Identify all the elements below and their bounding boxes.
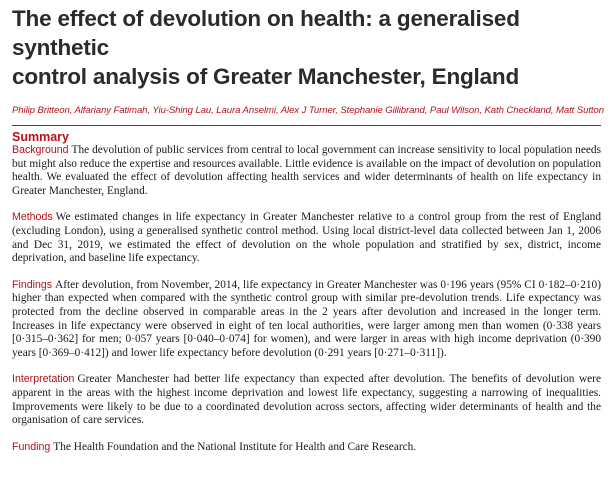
title-line-2: control analysis of Greater Manchester, England <box>12 64 520 89</box>
summary-heading: Summary <box>12 130 69 144</box>
divider <box>12 125 601 126</box>
interpretation-label: Interpretation <box>12 373 75 386</box>
methods-section <box>12 211 601 265</box>
spacer <box>12 428 602 441</box>
findings-label: Findings <box>12 278 53 291</box>
funding-section <box>12 441 601 455</box>
funding-text: The Health Foundation and the National Institute for Health and Care Research. <box>53 440 417 453</box>
methods-label: Methods <box>12 211 53 224</box>
spacer <box>12 360 602 373</box>
author-list: Philip Britteon, Alfariany Fatimah, Yiu-Shing Lau, Laura Anselmi, Alex J Turner, Stephanie Gillibrand, Paul Wilson, Kath Checkland, Matt Sutton <box>12 105 604 116</box>
article-title <box>12 4 602 91</box>
interpretation-text: Greater Manchester had better life expectancy than expected after devolution. The benefits of devolution were apparent in the areas with the highest income deprivation and lowest life expectancy, suggesting a narrowing of inequalities. Improvements were likely to be due to a coordinated devolution across sectors, affecting wider determinants of health and the organisation of care services. <box>12 373 601 427</box>
background-label: Background <box>12 144 69 156</box>
funding-label: Funding <box>12 440 51 453</box>
methods-text: We estimated changes in life expectancy in Greater Manchester relative to a control group from the rest of England (excluding London), using a generalised synthetic control method. Using local district-level data collected between Jan 1, 2006 and Dec 31, 2019, we estimated the effect of devolution on the whole population and stratified by sex, district, income deprivation, and baseline life expectancy. <box>12 211 601 265</box>
spacer <box>12 266 602 279</box>
interpretation-section <box>12 373 601 427</box>
spacer <box>12 198 602 211</box>
findings-section <box>12 279 601 361</box>
findings-text: After devolution, from November, 2014, life expectancy in Greater Manchester was 0·196 years (95% CI 0·182–0·210) higher than expected when compared with the synthetic control group with similar pre-devolution trends. Life expectancy was protected from the decline observed in comparable areas in the 2 years after devolution and increased in the longer term. Increases in life expectancy were observed in eight of ten local authorities, were larger among men than women (0·338 years [0·315–0·362] for men; 0·057 years [0·040–0·074] for women), and were larger in areas with high income deprivation (0·390 years [0·369–0·412]) and lower life expectancy before devolution (0·291 years [0·271–0·311]). <box>12 278 601 359</box>
title-line-1: The effect of devolution on health: a generalised synthetic <box>12 6 520 60</box>
background-text: The devolution of public services from central to local government can increase sensitivity to local population needs but might also reduce the expertise and resources available. Little evidence is available on the impact of devolution on population health. We evaluated the effect of devolution affecting health services and wider determinants of health on life expectancy in Greater Manchester, England. <box>12 144 601 197</box>
background-section <box>12 144 601 198</box>
